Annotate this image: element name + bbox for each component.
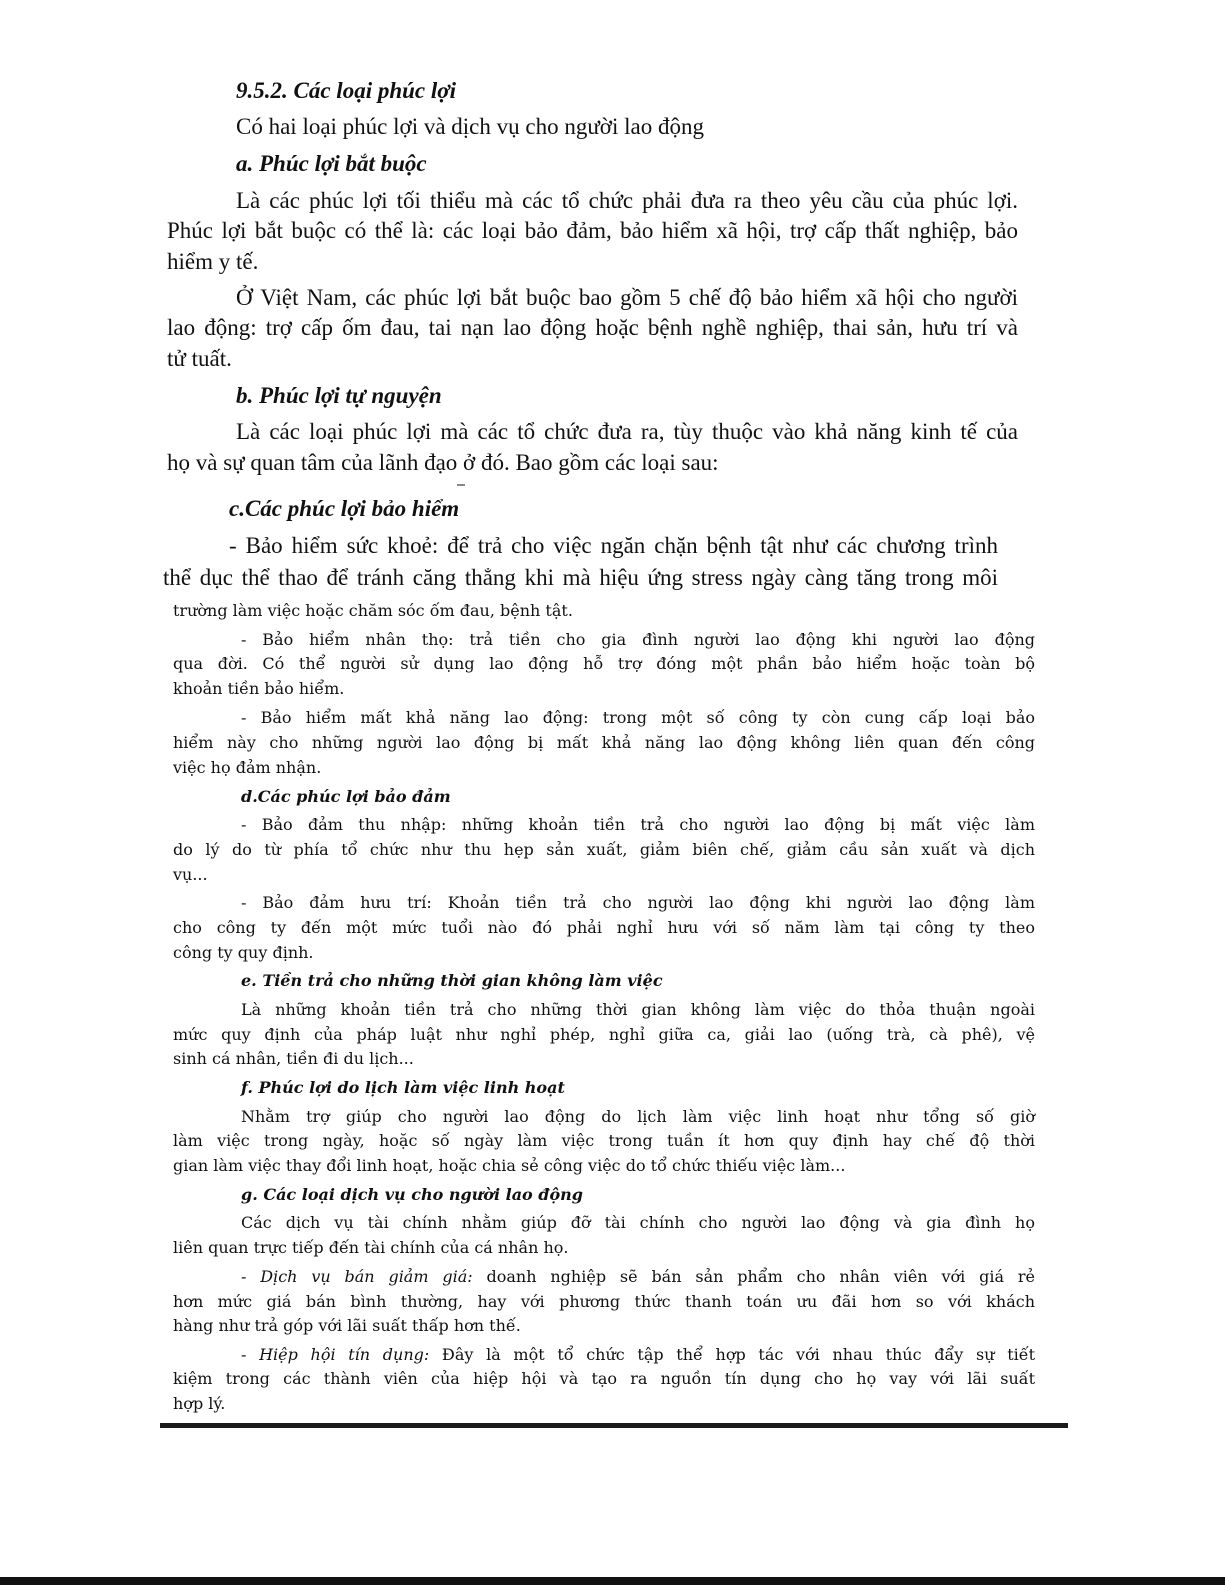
- paragraph-line: việc họ đảm nhận.: [173, 758, 322, 777]
- section-e-title: e. Tiền trả cho những thời gian không làm việc: [241, 971, 663, 990]
- section-d-title: d.Các phúc lợi bảo đảm: [241, 787, 451, 806]
- credit-union-label: - Hiệp hội tín dụng:: [241, 1345, 430, 1364]
- paragraph-line: hiểm y tế.: [167, 249, 259, 274]
- footer-rule: [160, 1423, 1068, 1428]
- paragraph-line: - Bảo đảm hưu trí: Khoản tiền trả cho người lao động khi người lao động làm: [241, 893, 1035, 912]
- paragraph-line: Phúc lợi bắt buộc có thể là: các loại bảo đảm, bảo hiểm xã hội, trợ cấp thất nghiệp, bảo: [167, 218, 1018, 243]
- section-c-title: c.Các phúc lợi bảo hiểm: [229, 496, 460, 521]
- paragraph-line: Các dịch vụ tài chính nhằm giúp đỡ tài chính cho người lao động và gia đình họ: [241, 1213, 1035, 1232]
- paragraph-line: - Bảo hiểm mất khả năng lao động: trong một số công ty còn cung cấp loại bảo: [241, 708, 1035, 727]
- paragraph-line: Nhằm trợ giúp cho người lao động do lịch làm việc linh hoạt như tổng số giờ: [241, 1107, 1035, 1126]
- paragraph-line: [241, 1342, 1035, 1367]
- discount-service-label: - Dịch vụ bán giảm giá:: [241, 1267, 473, 1286]
- paragraph-line: họ và sự quan tâm của lãnh đạo ở đó. Bao gồm các loại sau:: [167, 450, 719, 475]
- paragraph-line: - Bảo hiểm nhân thọ: trả tiền cho gia đình người lao động khi người lao động: [241, 630, 1035, 649]
- paragraph-line: trường làm việc hoặc chăm sóc ốm đau, bệnh tật.: [173, 601, 573, 620]
- paragraph-line: sinh cá nhân, tiền đi du lịch...: [173, 1049, 414, 1068]
- intro-text: Có hai loại phúc lợi và dịch vụ cho người lao động: [236, 114, 704, 139]
- credit-union-text: Đây là một tổ chức tập thể hợp tác với nhau thúc đẩy sự tiết: [429, 1345, 1036, 1364]
- paragraph-line: hiểm này cho những người lao động bị mất khả năng lao động không liên quan đến công: [173, 733, 1035, 752]
- section-heading: 9.5.2. Các loại phúc lợi: [236, 78, 456, 103]
- section-a-title: a. Phúc lợi bắt buộc: [236, 151, 427, 176]
- paragraph-line: - Bảo hiểm sức khoẻ: để trả cho việc ngăn chặn bệnh tật như các chương trình: [229, 533, 998, 558]
- paragraph-line: hàng như trả góp với lãi suất thấp hơn thế.: [173, 1316, 521, 1335]
- paragraph-line: [241, 1264, 1035, 1289]
- paragraph-line: - Bảo đảm thu nhập: những khoản tiền trả cho người lao động bị mất việc làm: [241, 815, 1035, 834]
- paragraph-line: qua đời. Có thể người sử dụng lao động hỗ trợ đóng một phần bảo hiểm hoặc toàn bộ: [173, 654, 1035, 673]
- paragraph-line: kiệm trong các thành viên của hiệp hội và tạo ra nguồn tín dụng cho họ vay với lãi suất: [173, 1369, 1035, 1388]
- paragraph-line: tử tuất.: [167, 346, 232, 371]
- paragraph-line: liên quan trực tiếp đến tài chính của cá nhân họ.: [173, 1238, 569, 1257]
- paragraph-line: hợp lý.: [173, 1394, 226, 1413]
- paragraph-line: mức quy định của pháp luật như nghỉ phép, nghỉ giữa ca, giải lao (uống trà, cà phê), vệ: [173, 1025, 1035, 1044]
- section-b-title: b. Phúc lợi tự nguyện: [236, 383, 442, 408]
- paragraph-line: Là những khoản tiền trả cho những thời gian không làm việc do thỏa thuận ngoài: [241, 1000, 1035, 1019]
- paragraph-line: Là các phúc lợi tối thiểu mà các tổ chức phải đưa ra theo yêu cầu của phúc lợi.: [236, 188, 1018, 213]
- paragraph-line: làm việc trong ngày, hoặc số ngày làm việc trong tuần ít hơn quy định hay chế độ thời: [173, 1131, 1035, 1150]
- section-g-title: g. Các loại dịch vụ cho người lao động: [241, 1185, 583, 1204]
- paragraph-line: Là các loại phúc lợi mà các tổ chức đưa ra, tùy thuộc vào khả năng kinh tế của: [236, 419, 1018, 444]
- discount-service-text: doanh nghiệp sẽ bán sản phẩm cho nhân viên với giá rẻ: [472, 1267, 1035, 1286]
- paragraph-line: vụ...: [173, 865, 208, 884]
- scan-speck: [457, 484, 465, 486]
- paragraph-line: khoản tiền bảo hiểm.: [173, 679, 345, 698]
- paragraph-line: hơn mức giá bán bình thường, hay với phương thức thanh toán ưu đãi hơn so với khách: [173, 1292, 1035, 1311]
- paragraph-line: cho công ty đến một mức tuổi nào đó phải nghỉ hưu với số năm làm tại công ty theo: [173, 918, 1035, 937]
- paragraph-line: thể dục thể thao để tránh căng thẳng khi mà hiệu ứng stress ngày càng tăng trong môi: [163, 565, 998, 590]
- paragraph-line: gian làm việc thay đổi linh hoạt, hoặc chia sẻ công việc do tổ chức thiếu việc làm...: [173, 1156, 846, 1175]
- paragraph-line: Ở Việt Nam, các phúc lợi bắt buộc bao gồm 5 chế độ bảo hiểm xã hội cho người: [236, 285, 1018, 310]
- paragraph-line: công ty quy định.: [173, 943, 314, 962]
- section-f-title: f. Phúc lợi do lịch làm việc linh hoạt: [241, 1078, 565, 1097]
- paragraph-line: do lý do từ phía tổ chức như thu hẹp sản xuất, giảm biên chế, giảm cầu sản xuất và dịch: [173, 840, 1035, 859]
- bottom-edge-bar: [0, 1577, 1225, 1585]
- paragraph-line: lao động: trợ cấp ốm đau, tai nạn lao động hoặc bệnh nghề nghiệp, thai sản, hưu trí và: [167, 315, 1018, 340]
